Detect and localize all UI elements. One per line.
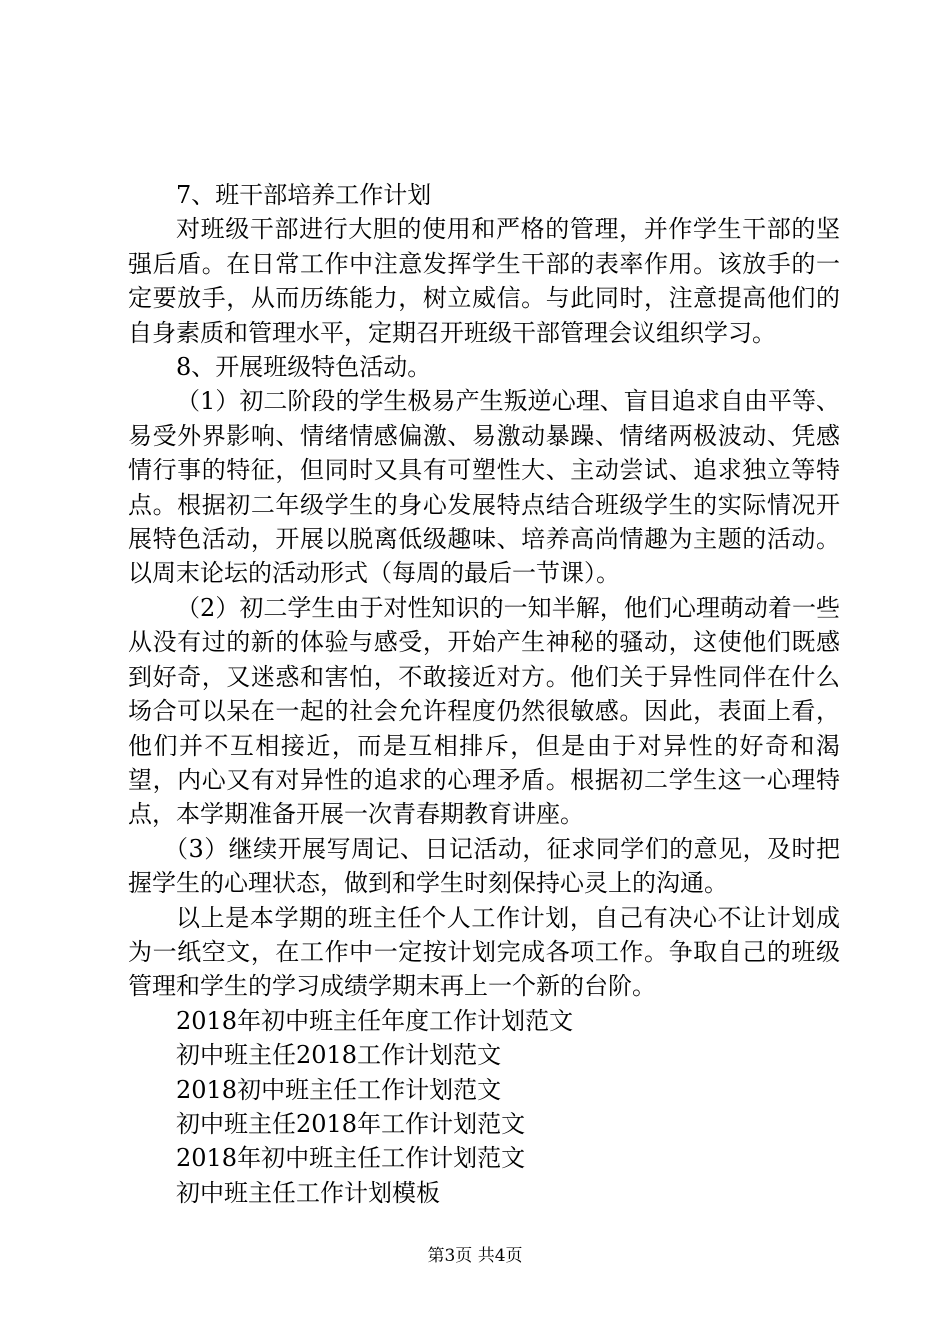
paragraph-activity-1: （1）初二阶段的学生极易产生叛逆心理、盲目追求自由平等、易受外界影响、情绪情感偏激、易激动暴躁、情绪两极波动、凭感情行事的特征，但同时又具有可塑性大、主动尝试、追求独立等特点。根据初二年级学生的身心发展特点结合班级学生的实际情况开展特色活动，开展以脱离低级趣味、培养高尚情趣为主题的活动。以周末论坛的活动形式（每周的最后一节课）。 — [128, 387, 840, 588]
paragraph-conclusion: 以上是本学期的班主任个人工作计划，自己有决心不让计划成为一纸空文，在工作中一定按计划完成各项工作。争取自己的班级管理和学生的学习成绩学期末再上一个新的台阶。 — [128, 903, 840, 1001]
related-link[interactable]: 2018年初中班主任工作计划范文 — [176, 1144, 526, 1173]
related-link[interactable]: 初中班主任工作计划模板 — [176, 1178, 440, 1207]
paragraph-activity-2: （2）初二学生由于对性知识的一知半解，他们心理萌动着一些从没有过的新的体验与感受，开始产生神秘的骚动，这使他们既感到好奇，又迷惑和害怕，不敢接近对方。他们关于异性同伴在什么场合可以呆在一起的社会允许程度仍然很敏感。因此，表面上看，他们并不互相接近，而是互相排斥，但是由于对异性的好奇和渴望，内心又有对异性的追求的心理矛盾。根据初二学生这一心理特点，本学期准备开展一次青春期教育讲座。 — [128, 593, 840, 829]
related-links-list — [128, 1004, 840, 1210]
related-link[interactable]: 2018初中班主任工作计划范文 — [176, 1075, 502, 1104]
section-heading-7: 7、班干部培养工作计划 — [176, 181, 432, 209]
related-link[interactable]: 初中班主任2018工作计划范文 — [176, 1041, 502, 1070]
paragraph-activity-3: （3）继续开展写周记、日记活动，征求同学们的意见，及时把握学生的心理状态，做到和学生时刻保持心灵上的沟通。 — [128, 834, 840, 898]
page-indicator: 第3页 共4页 — [427, 1246, 523, 1266]
paragraph-class-cadre-training: 对班级干部进行大胆的使用和严格的管理，并作学生干部的坚强后盾。在日常工作中注意发挥学生干部的表率作用。该放手的一定要放手，从而历练能力，树立威信。与此同时，注意提高他们的自身素质和管理水平，定期召开班级干部管理会议组织学习。 — [128, 215, 840, 347]
related-link[interactable]: 2018年初中班主任年度工作计划范文 — [176, 1006, 574, 1035]
related-link[interactable]: 初中班主任2018年工作计划范文 — [176, 1109, 526, 1138]
section-heading-8: 8、开展班级特色活动。 — [176, 353, 432, 382]
page-footer — [0, 1246, 950, 1266]
document-body — [128, 178, 840, 1210]
